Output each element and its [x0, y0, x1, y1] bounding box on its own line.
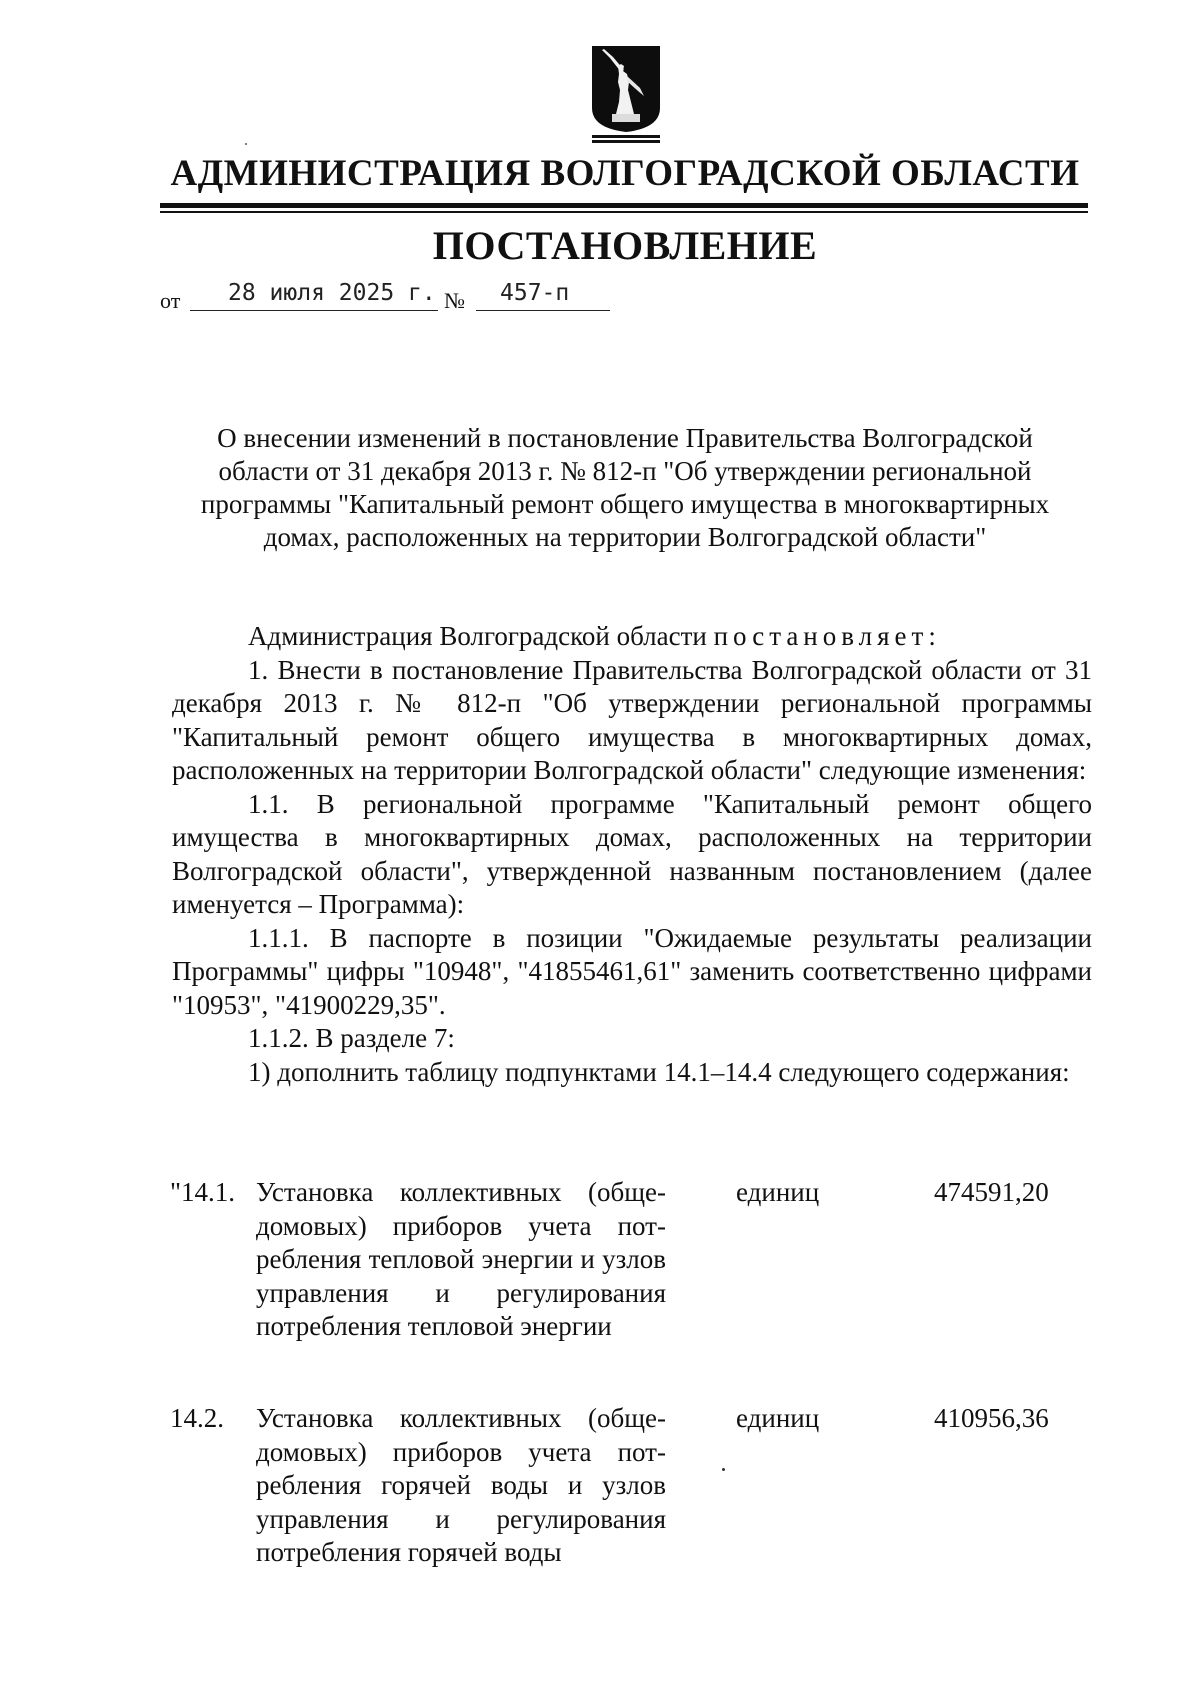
- inserted-table: [170, 1176, 1090, 1570]
- resolution-intro: [172, 620, 1092, 654]
- date-value: 28 июля 2025 г.: [228, 280, 436, 306]
- document-body: [172, 620, 1092, 1089]
- row-number: 14.2.: [170, 1403, 224, 1433]
- row-description: Установка коллективных (общедомовых) приборов учета потребления горячей воды и узлов управления и регулирования потребления горячей воды: [256, 1403, 666, 1567]
- paragraph-1: 1. Внести в постановление Правительства Волгоградской области от 31 декабря 2013 г. № 812-п "Об утверждении региональной программы "Капитальный ремонт общего имущества в многоквартирных домах, расположенных на территории Волгоградской области" следующие изменения:: [172, 654, 1092, 785]
- document-subject: [170, 422, 1080, 554]
- intro-lead: Администрация Волгоградской области: [248, 621, 714, 651]
- paragraph-1-1: 1.1. В региональной программе "Капитальный ремонт общего имущества в многоквартирных домах, расположенных на территории Волгоградской области", утвержденной названным постановлением (далее именуется – Программа):: [172, 788, 1092, 919]
- subject-line: области от 31 декабря 2013 г. № 812-п "Об утверждении региональной: [218, 456, 1032, 486]
- number-field: [476, 280, 610, 311]
- row-description: Установка коллективных (общедомовых) приборов учета потребления тепловой энергии и узлов управления и регулирования потребления тепловой энергии: [256, 1177, 666, 1341]
- row-number: "14.1.: [170, 1177, 236, 1207]
- row-value: 474591,20: [934, 1177, 1049, 1207]
- subject-line: программы "Капитальный ремонт общего имущества в многоквартирных: [200, 489, 1050, 519]
- scan-speck: [245, 143, 247, 145]
- date-field: [190, 280, 438, 311]
- number-value: 457-п: [500, 280, 570, 306]
- volgograd-coat-of-arms-icon: [588, 44, 664, 144]
- intro-action: постановляет:: [713, 621, 941, 651]
- header-rule-thin: [160, 211, 1088, 213]
- from-label: от: [160, 288, 181, 313]
- paragraph-item-1: 1) дополнить таблицу подпунктами 14.1–14.4 следующего содержания:: [248, 1056, 1070, 1087]
- header-rule-thick: [160, 203, 1088, 208]
- row-unit: единиц: [736, 1177, 820, 1207]
- subject-line: домах, расположенных на территории Волгоградской области": [263, 522, 987, 552]
- row-unit: единиц: [736, 1403, 820, 1433]
- table-row: [170, 1176, 1090, 1402]
- paragraph-1-1-2: 1.1.2. В разделе 7:: [248, 1023, 455, 1053]
- scan-speck: [722, 1468, 725, 1471]
- number-label: №: [444, 288, 465, 313]
- paragraph-1-1-1: 1.1.1. В паспорте в позиции "Ожидаемые результаты реализации Программы" цифры "10948", "41855461,61" заменить соответственно цифрами "10953", "41900229,35".: [172, 922, 1092, 1020]
- organization-title: АДМИНИСТРАЦИЯ ВОЛГОГРАДСКОЙ ОБЛАСТИ: [170, 153, 1080, 194]
- row-value: 410956,36: [934, 1403, 1049, 1433]
- document-type-title: ПОСТАНОВЛЕНИЕ: [432, 223, 818, 268]
- date-number-line: [160, 280, 760, 316]
- subject-line: О внесении изменений в постановление Правительства Волгоградской: [217, 423, 1033, 453]
- table-row: [170, 1402, 1090, 1570]
